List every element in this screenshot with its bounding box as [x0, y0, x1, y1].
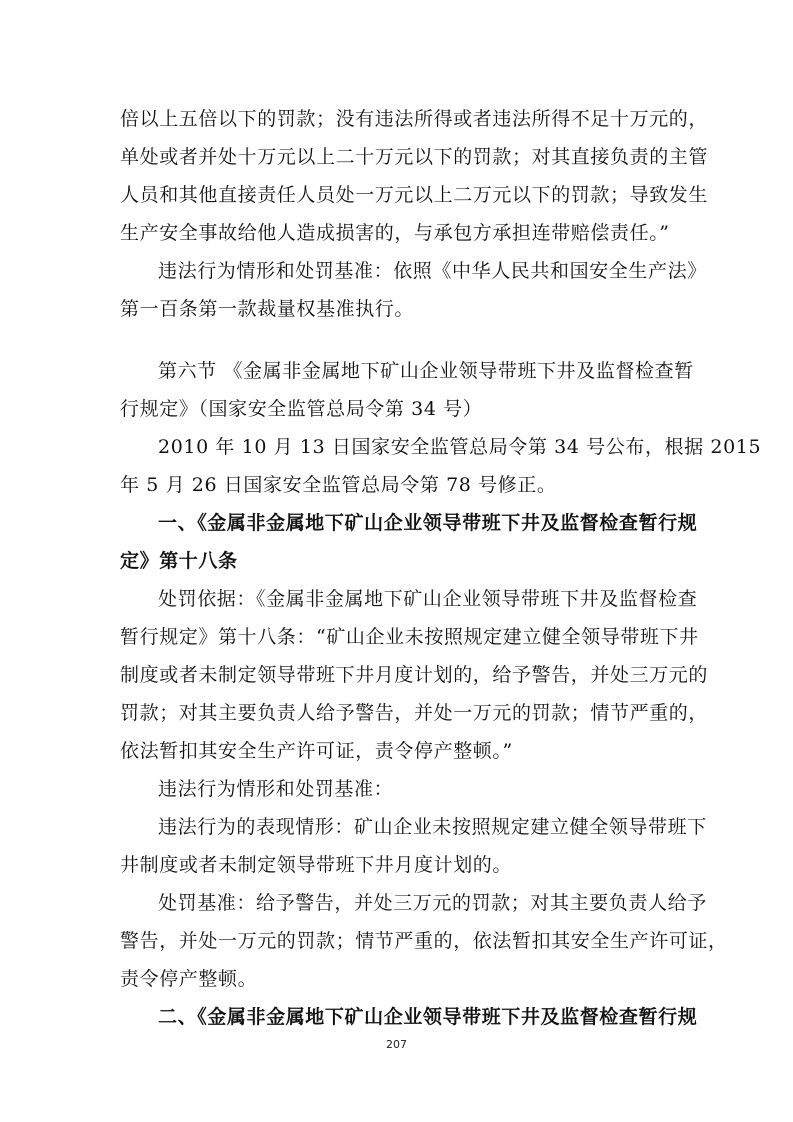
text-line: 生产安全事故给他人造成损害的，与承包方承担连带赔偿责任。”	[120, 222, 670, 244]
text-line: 第一百条第一款裁量权基准执行。	[120, 298, 415, 320]
text-line: 处罚基准：给予警告，并处三万元的罚款；对其主要负责人给予	[158, 892, 707, 914]
text-line: 单处或者并处十万元以上二十万元以下的罚款；对其直接负责的主管	[120, 146, 709, 168]
text-line: 2010 年 10 月 13 日国家安全监管总局令第 34 号公布，根据 2015	[158, 436, 762, 458]
text-line: 井制度或者未制定领导带班下井月度计划的。	[120, 854, 513, 876]
text-line: 依法暂扣其安全生产许可证，责令停产整顿。”	[120, 740, 513, 762]
article-heading: 二、《金属非金属地下矿山企业领导带班下井及监督检查暂行规	[158, 1006, 698, 1028]
article-heading: 定》第十八条	[120, 550, 238, 572]
text-line: 倍以上五倍以下的罚款；没有违法所得或者违法所得不足十万元的，	[120, 108, 709, 130]
page-number: 207	[386, 1038, 407, 1051]
text-line: 违法行为情形和处罚基准：依照《中华人民共和国安全生产法》	[158, 260, 707, 282]
text-line: 警告，并处一万元的罚款；情节严重的，依法暂扣其安全生产许可证，	[120, 930, 728, 952]
article-heading: 一、《金属非金属地下矿山企业领导带班下井及监督检查暂行规	[158, 512, 698, 534]
text-line: 罚款；对其主要负责人给予警告，并处一万元的罚款；情节严重的，	[120, 702, 709, 724]
text-line: 年 5 月 26 日国家安全监管总局令第 78 号修正。	[120, 474, 557, 496]
text-line: 违法行为的表现情形：矿山企业未按照规定建立健全领导带班下	[158, 816, 707, 838]
text-line: 责令停产整顿。	[120, 968, 258, 990]
text-line: 暂行规定》第十八条：“矿山企业未按照规定建立健全领导带班下井	[120, 626, 699, 648]
text-line: 制度或者未制定领导带班下井月度计划的，给予警告，并处三万元的	[120, 664, 709, 686]
section-heading: 第六节 《金属非金属地下矿山企业领导带班下井及监督检查暂	[158, 360, 694, 382]
text-line: 违法行为情形和处罚基准：	[158, 778, 394, 800]
section-heading: 行规定》（国家安全监管总局令第 34 号）	[120, 398, 483, 420]
text-line: 处罚依据：《金属非金属地下矿山企业领导带班下井及监督检查	[158, 588, 698, 610]
text-line: 人员和其他直接责任人员处一万元以上二万元以下的罚款；导致发生	[120, 184, 709, 206]
